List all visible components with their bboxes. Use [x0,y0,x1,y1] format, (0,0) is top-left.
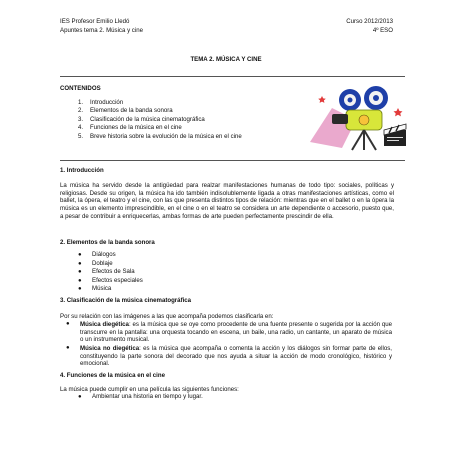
header-subject: Apuntes tema 2. Música y cine [60,27,143,34]
functions-list [78,393,203,402]
contents-item: 1. Introducción [78,99,124,106]
header-school: IES Profesor Emilio Lledó [60,18,130,25]
intro-paragraph: La música ha servido desde la antigüedad para realzar manifestaciones humanas de todo tipo: sociales, políticas y religiosas. Desde su origen, la música ha ido también indisolublemente ligada a otras manifestaciones artísticas, como el ballet, la ópera, el teatro y el cine, con las que presenta distintos tipos de relación: mientras que en el ballet o en la ópera la música es un elemento imprescindible, en el cine o en el teatro se considera un arte dependiente o accesorio, puesto que, a pesar de contribuir a enriquecerlas, ambas formas de arte pueden perfectamente prescindir de ella. [60,182,394,220]
star-icon [318,96,326,103]
list-item: ● Música [78,285,112,293]
list-item: ● Doblaje [78,259,113,267]
divider-top [60,76,405,77]
section-heading-classification: 3. Clasificación de la música cinematográfica [60,297,192,304]
contents-item: 3. Clasificación de la música cinematográfica [78,115,205,123]
definition-diegetic: ● Música diegética: es la música que se oye como procedente de una fuente presente o sugerida por la acción que transcurre en la pantalla: una orquesta tocando en escena, un baile, una radio, un cantante, un aparato de música o un instrumento musical. [66,321,392,344]
list-item: ● Efectos especiales [78,276,143,284]
contents-list [78,99,242,141]
header-course: Curso 2012/2013 [346,18,393,25]
list-item: ● Ambientar una historia en tiempo y lugar. [78,393,203,400]
section-heading-intro: 1. Introducción [60,167,104,174]
contents-heading: CONTENIDOS [60,85,101,92]
section-heading-elements: 2. Elementos de la banda sonora [60,239,155,246]
star-icon [394,108,403,116]
functions-intro: La música puede cumplir en una película las siguientes funciones: [60,386,239,393]
divider-middle [60,160,405,161]
page-title: TEMA 2. MÚSICA Y CINE [190,56,262,63]
cinema-camera-clipart [302,86,408,152]
clapperboard-icon [384,124,406,146]
section-heading-functions: 4. Funciones de la música en el cine [60,372,165,379]
list-item: ● Diálogos [78,251,116,258]
contents-item: 4. Funciones de la música en el cine [78,124,182,132]
contents-item: 2. Elementos de la banda sonora [78,107,173,115]
header-grade: 4º ESO [372,27,393,34]
elements-list [78,251,143,294]
definition-non-diegetic: ● Música no diegética: es la música que acompaña o comenta la acción y los diálogos sin formar parte de ellos, constituyendo la parte sonora del decorado que nos ayuda a situar la acción de modo cronológico, histórico y emocional. [66,345,392,368]
classification-intro: Por su relación con las imágenes a las que acompaña podemos clasificarla en: [60,313,274,320]
contents-item: 5. Breve historia sobre la evolución de la música en el cine [78,132,242,140]
list-item: ● Efectos de Sala [78,268,135,276]
